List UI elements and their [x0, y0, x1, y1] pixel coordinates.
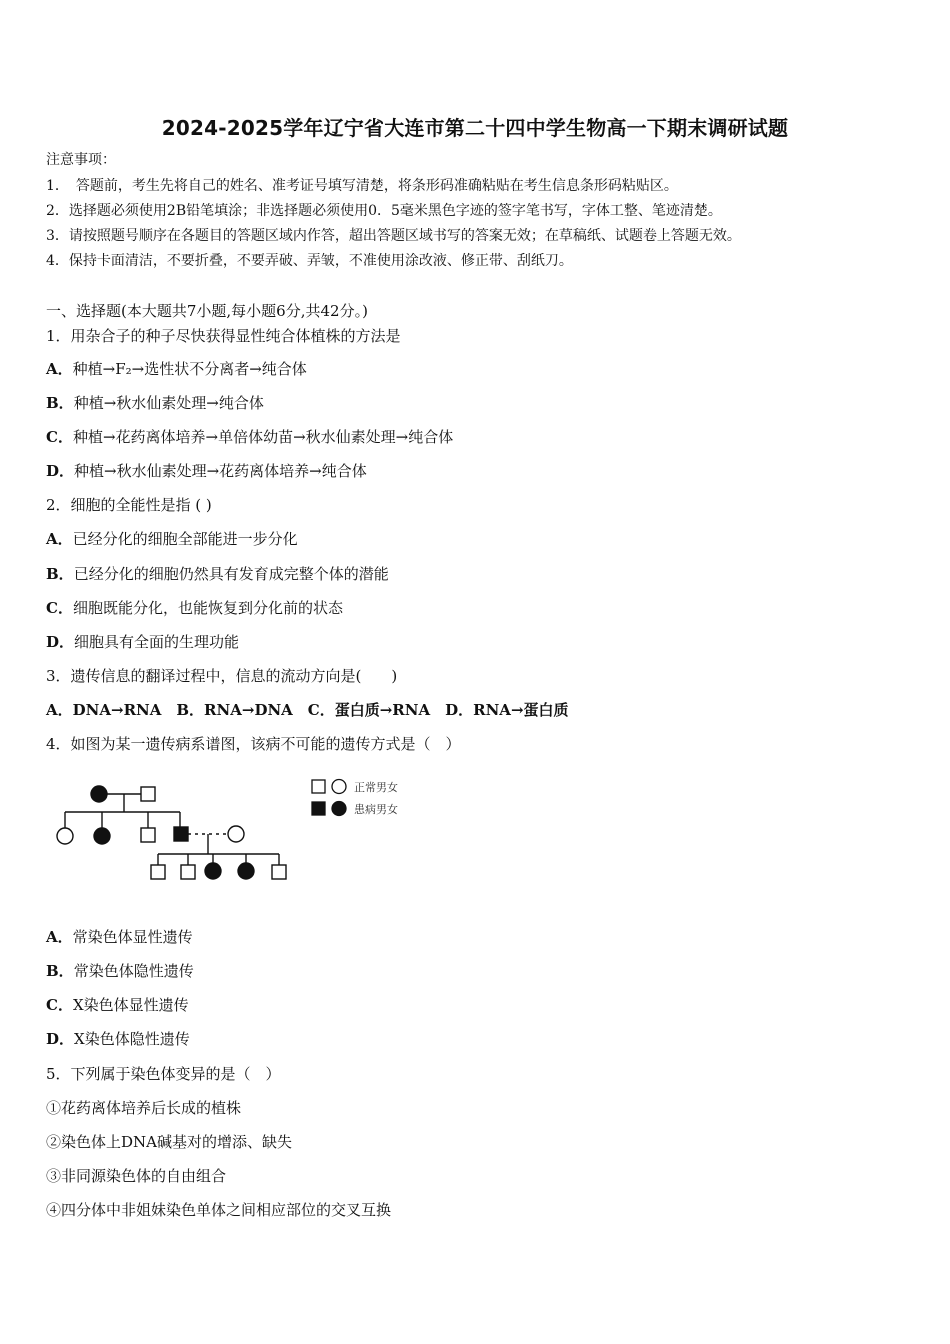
- question-1-option-d: [46, 461, 367, 481]
- affected-female-symbol: [94, 828, 110, 844]
- normal-female-symbol: [57, 828, 73, 844]
- option-label: D．: [46, 633, 75, 651]
- question-2-option-d: [46, 632, 239, 652]
- question-4-option-a: [46, 927, 193, 947]
- option-text: X染色体显性遗传: [72, 996, 189, 1014]
- normal-male-symbol: [272, 865, 286, 879]
- option-text: 种植→F₂→选性状不分离者→纯合体: [72, 360, 307, 378]
- normal-female-symbol: [228, 826, 244, 842]
- legend-normal-female-icon: [332, 780, 346, 794]
- affected-female-symbol: [205, 863, 221, 879]
- question-4-option-d: [46, 1029, 190, 1049]
- question-3-options: A．DNA→RNA B．RNA→DNA C．蛋白质→RNA D．RNA→蛋白质: [46, 701, 569, 719]
- option-label: C．: [46, 996, 73, 1014]
- option-label: C．: [46, 599, 73, 617]
- question-2-stem: 2．细胞的全能性是指 ( ): [46, 496, 212, 514]
- option-label: A．: [46, 530, 73, 548]
- affected-male-symbol: [174, 827, 188, 841]
- question-2-option-a: [46, 529, 298, 549]
- option-text: 常染色体显性遗传: [72, 928, 193, 946]
- option-text: X染色体隐性遗传: [74, 1030, 190, 1048]
- affected-female-symbol: [238, 863, 254, 879]
- option-label: A．: [46, 360, 73, 378]
- question-4-option-c: [46, 995, 189, 1015]
- notice-heading: 注意事项：: [46, 152, 116, 168]
- exam-title: 2024-2025学年辽宁省大连市第二十四中学生物高一下期末调研试题: [161, 116, 789, 140]
- option-text: 细胞具有全面的生理功能: [74, 633, 240, 651]
- legend-affected-male-icon: [312, 802, 325, 815]
- section-heading: 一、选择题(本大题共7小题,每小题6分,共42分。): [46, 302, 368, 320]
- legend-normal-male-icon: [312, 780, 325, 793]
- legend-affected-label: 患病男女: [354, 803, 398, 816]
- option-text: 已经分化的细胞全部能进一步分化: [72, 530, 298, 548]
- notice-item-2: 2．选择题必须使用2B铅笔填涂；非选择题必须使用0．5毫米黑色字迹的签字笔书写，字体工整、笔迹清楚。: [46, 203, 722, 219]
- question-2-option-b: [46, 564, 389, 584]
- normal-male-symbol: [181, 865, 195, 879]
- question-5-item-3: ③非同源染色体的自由组合: [46, 1167, 227, 1185]
- option-text: 已经分化的细胞仍然具有发育成完整个体的潜能: [73, 565, 389, 583]
- option-text: 种植→秋水仙素处理→纯合体: [73, 394, 264, 412]
- affected-female-symbol: [91, 786, 107, 802]
- question-2-option-c: [46, 598, 343, 618]
- normal-male-symbol: [141, 828, 155, 842]
- legend-normal-label: 正常男女: [354, 781, 398, 794]
- legend-affected-female-icon: [332, 802, 346, 816]
- question-5-stem: 5．下列属于染色体变异的是（ ）: [46, 1065, 281, 1083]
- question-4-option-b: [46, 961, 194, 981]
- question-1-option-b: [46, 393, 264, 413]
- notice-item-3: 3．请按照题号顺序在各题目的答题区域内作答，超出答题区域书写的答案无效；在草稿纸、试题卷上答题无效。: [46, 228, 741, 244]
- option-label: B．: [46, 394, 74, 412]
- question-1-option-a: [46, 359, 307, 379]
- option-label: D．: [46, 1030, 75, 1048]
- normal-male-symbol: [151, 865, 165, 879]
- option-text: 细胞既能分化，也能恢复到分化前的状态: [72, 599, 343, 617]
- question-5-item-2: ②染色体上DNA碱基对的增添、缺失: [46, 1133, 292, 1151]
- question-4-stem: 4．如图为某一遗传病系谱图，该病不可能的遗传方式是（ ）: [46, 735, 461, 753]
- pedigree-chart: [50, 772, 420, 892]
- question-5-item-1: ①花药离体培养后长成的植株: [46, 1099, 242, 1117]
- question-3-stem: 3．遗传信息的翻译过程中，信息的流动方向是( ): [46, 667, 398, 685]
- option-label: C．: [46, 428, 73, 446]
- option-text: 种植→秋水仙素处理→花药离体培养→纯合体: [74, 462, 367, 480]
- option-label: B．: [46, 565, 74, 583]
- notice-item-1: 1． 答题前，考生先将自己的姓名、准考证号填写清楚，将条形码准确粘贴在考生信息条形码粘贴区。: [46, 178, 678, 194]
- option-label: B．: [46, 962, 74, 980]
- question-1-option-c: [46, 427, 453, 447]
- normal-male-symbol: [141, 787, 155, 801]
- option-text: 种植→花药离体培养→单倍体幼苗→秋水仙素处理→纯合体: [72, 428, 454, 446]
- option-label: A．: [46, 928, 73, 946]
- option-label: D．: [46, 462, 75, 480]
- notice-item-4: 4．保持卡面清洁，不要折叠，不要弄破、弄皱，不准使用涂改液、修正带、刮纸刀。: [46, 253, 573, 269]
- option-text: 常染色体隐性遗传: [73, 962, 194, 980]
- question-1-stem: 1．用杂合子的种子尽快获得显性纯合体植株的方法是: [46, 327, 401, 345]
- question-5-item-4: ④四分体中非姐妹染色单体之间相应部位的交叉互换: [46, 1201, 392, 1219]
